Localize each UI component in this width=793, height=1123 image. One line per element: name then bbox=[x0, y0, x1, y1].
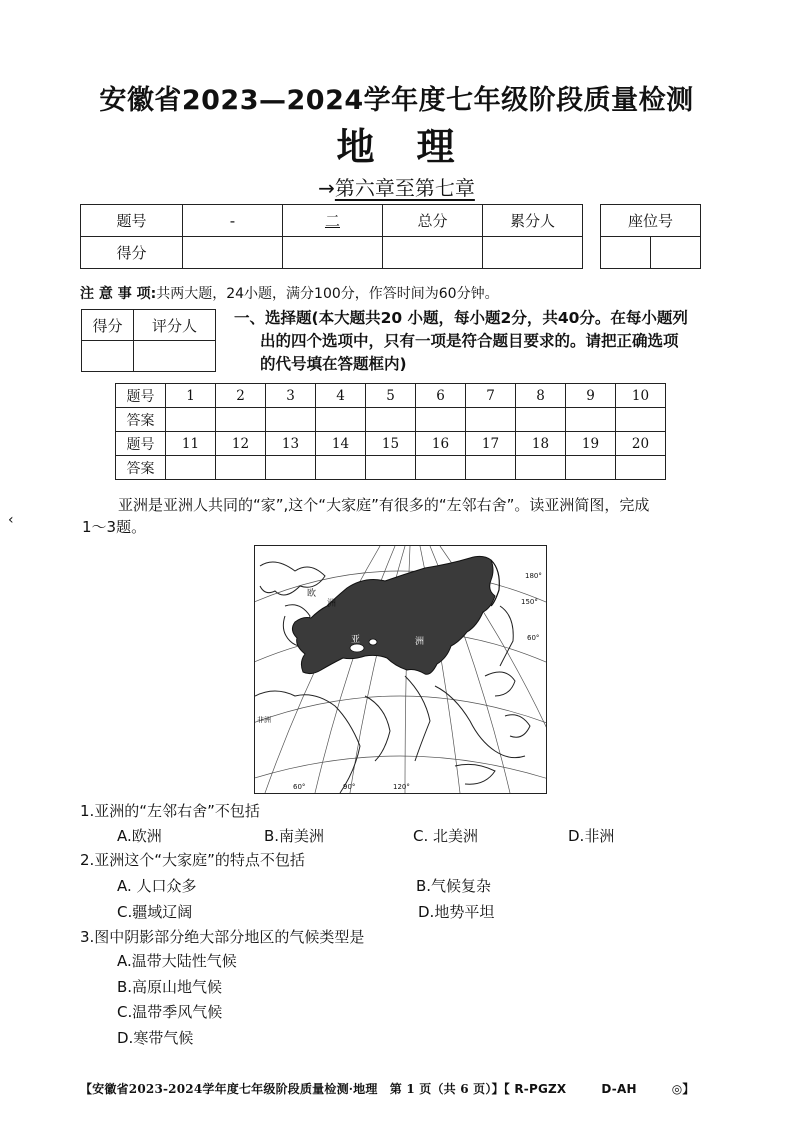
answer-cell bbox=[616, 408, 666, 432]
margin-mark: ‹ bbox=[8, 512, 14, 528]
seat-input-cell bbox=[601, 237, 651, 269]
answer-q-number: 9 bbox=[566, 384, 616, 408]
footer-text: 【安徽省2023-2024学年度七年级阶段质量检测·地理 第 1 页（共 6 页）】【 bbox=[80, 1082, 510, 1096]
answer-cell bbox=[616, 456, 666, 480]
asia-map-svg bbox=[255, 546, 546, 793]
question-option: C.疆域辽阔 bbox=[117, 903, 193, 921]
question-option: D.寒带气候 bbox=[117, 1029, 194, 1047]
question-option: B.高原山地气候 bbox=[117, 978, 223, 996]
answer-q-number: 17 bbox=[466, 432, 516, 456]
answer-cell bbox=[516, 408, 566, 432]
lake-shape bbox=[369, 639, 377, 645]
score-input-cell bbox=[383, 237, 483, 269]
question-stem: 3.图中阴影部分绝大部分地区的气候类型是 bbox=[80, 928, 365, 946]
answer-q-number: 4 bbox=[316, 384, 366, 408]
answer-cell bbox=[266, 456, 316, 480]
grader-reviewer-label: 评分人 bbox=[134, 310, 216, 341]
chapter-text: 第六章至第七章 bbox=[334, 176, 475, 200]
answer-q-number: 13 bbox=[266, 432, 316, 456]
intro-paragraph bbox=[82, 494, 718, 538]
footer-code: R-PGZX bbox=[514, 1082, 567, 1096]
page-footer bbox=[80, 1080, 695, 1097]
answer-q-number: 19 bbox=[566, 432, 616, 456]
coastline bbox=[500, 606, 513, 666]
answer-q-number: 12 bbox=[216, 432, 266, 456]
coastline bbox=[405, 676, 430, 761]
footer-code-2: D-AH bbox=[601, 1082, 637, 1096]
section-1-line: 的代号填在答题框内) bbox=[260, 355, 407, 373]
label-europe: 欧 bbox=[307, 589, 317, 599]
score-input-cell bbox=[183, 237, 283, 269]
answer-cell bbox=[216, 456, 266, 480]
score-table bbox=[80, 204, 583, 269]
score-input-cell bbox=[483, 237, 583, 269]
question-option: C. 北美洲 bbox=[413, 827, 479, 845]
score-header-cell: 总分 bbox=[383, 205, 483, 237]
answer-q-number: 11 bbox=[166, 432, 216, 456]
question-stem: 1.亚洲的“左邻右舍”不包括 bbox=[80, 802, 260, 820]
score-input-cell bbox=[283, 237, 383, 269]
score-header-cell: 累分人 bbox=[483, 205, 583, 237]
notice-label: 注 意 事 项: bbox=[80, 286, 157, 302]
answer-q-number: 10 bbox=[616, 384, 666, 408]
section-1-line: 一、选择题(本大题共20 小题，每小题2分，共40分。在每小题列 bbox=[234, 309, 688, 327]
question-option: D.地势平坦 bbox=[418, 903, 495, 921]
latitude-line bbox=[255, 756, 546, 781]
grader-score-label: 得分 bbox=[82, 310, 134, 341]
score-header-cell: 二 bbox=[283, 205, 383, 237]
latitude-line bbox=[255, 696, 546, 726]
answer-q-label: 题号 bbox=[116, 384, 166, 408]
label-longitude: 90° bbox=[343, 783, 356, 791]
section-1-instructions bbox=[234, 307, 714, 376]
answer-cell bbox=[316, 456, 366, 480]
subject-title: 地 理 bbox=[336, 124, 457, 169]
question-stem: 2.亚洲这个“大家庭”的特点不包括 bbox=[80, 851, 305, 869]
label-europe: 洲 bbox=[327, 599, 337, 609]
answer-q-number: 20 bbox=[616, 432, 666, 456]
answer-q-number: 18 bbox=[516, 432, 566, 456]
coastline bbox=[485, 672, 515, 696]
answer-a-label: 答案 bbox=[116, 456, 166, 480]
label-latitude: 60° bbox=[527, 634, 540, 642]
grader-input-cell bbox=[82, 341, 134, 372]
notice-text: 共两大题，24小题，满分100分，作答时间为60分钟。 bbox=[156, 286, 499, 302]
coastline bbox=[365, 696, 390, 761]
answer-cell bbox=[366, 408, 416, 432]
answer-q-label: 题号 bbox=[116, 432, 166, 456]
score-header-cell: - bbox=[183, 205, 283, 237]
score-row-label: 得分 bbox=[81, 237, 183, 269]
arrow-icon: → bbox=[318, 176, 335, 200]
answer-cell bbox=[216, 408, 266, 432]
answer-cell bbox=[316, 408, 366, 432]
answer-cell bbox=[516, 456, 566, 480]
question-option: A.欧洲 bbox=[117, 827, 162, 845]
answer-cell bbox=[566, 408, 616, 432]
question-option: C.温带季风气候 bbox=[117, 1003, 223, 1021]
answer-q-number: 2 bbox=[216, 384, 266, 408]
asia-map bbox=[254, 545, 547, 794]
grader-table bbox=[81, 309, 216, 372]
footer-mark: ◎】 bbox=[671, 1082, 695, 1096]
grader-input-cell bbox=[134, 341, 216, 372]
answer-q-number: 15 bbox=[366, 432, 416, 456]
notice bbox=[80, 283, 499, 303]
question-option: A. 人口众多 bbox=[117, 877, 197, 895]
answer-q-number: 14 bbox=[316, 432, 366, 456]
answer-cell bbox=[416, 408, 466, 432]
answer-q-number: 16 bbox=[416, 432, 466, 456]
answer-cell bbox=[166, 456, 216, 480]
label-longitude: 60° bbox=[293, 783, 306, 791]
question-option: D.非洲 bbox=[568, 827, 615, 845]
coastline bbox=[455, 764, 495, 784]
answer-cell bbox=[466, 456, 516, 480]
question-option: B.南美洲 bbox=[264, 827, 325, 845]
score-header-cell: 题号 bbox=[81, 205, 183, 237]
answer-q-number: 1 bbox=[166, 384, 216, 408]
label-longitude: 150° bbox=[521, 598, 538, 606]
label-asia: 亚 bbox=[351, 635, 361, 645]
coastline bbox=[435, 686, 525, 758]
answer-cell bbox=[466, 408, 516, 432]
answer-q-number: 6 bbox=[416, 384, 466, 408]
question-option: A.温带大陆性气候 bbox=[117, 952, 237, 970]
seat-table bbox=[600, 204, 701, 269]
exam-title: 安徽省2023—2024学年度七年级阶段质量检测 bbox=[99, 85, 694, 116]
question-option: B.气候复杂 bbox=[416, 877, 492, 895]
seat-label: 座位号 bbox=[601, 205, 701, 237]
answer-q-number: 8 bbox=[516, 384, 566, 408]
answer-q-number: 7 bbox=[466, 384, 516, 408]
section-1-line: 出的四个选项中，只有一项是符合题目要求的。请把正确选项 bbox=[260, 332, 679, 350]
answer-q-number: 3 bbox=[266, 384, 316, 408]
label-longitude: 180° bbox=[525, 572, 542, 580]
label-longitude: 120° bbox=[393, 783, 410, 791]
coastline bbox=[505, 715, 530, 738]
intro-line: 亚洲是亚洲人共同的“家”,这个“大家庭”有很多的“左邻右舍”。读亚洲简图，完成 bbox=[118, 496, 650, 514]
label-asia: 洲 bbox=[415, 637, 425, 647]
answer-cell bbox=[266, 408, 316, 432]
label-africa: 非洲 bbox=[257, 716, 271, 724]
answer-q-number: 5 bbox=[366, 384, 416, 408]
chapter-range bbox=[0, 172, 793, 201]
answer-table bbox=[115, 383, 666, 480]
lake-shape bbox=[350, 644, 364, 652]
intro-line: 1～3题。 bbox=[82, 518, 147, 536]
answer-cell bbox=[416, 456, 466, 480]
answer-a-label: 答案 bbox=[116, 408, 166, 432]
seat-input-cell bbox=[651, 237, 701, 269]
answer-cell bbox=[366, 456, 416, 480]
answer-cell bbox=[166, 408, 216, 432]
answer-cell bbox=[566, 456, 616, 480]
